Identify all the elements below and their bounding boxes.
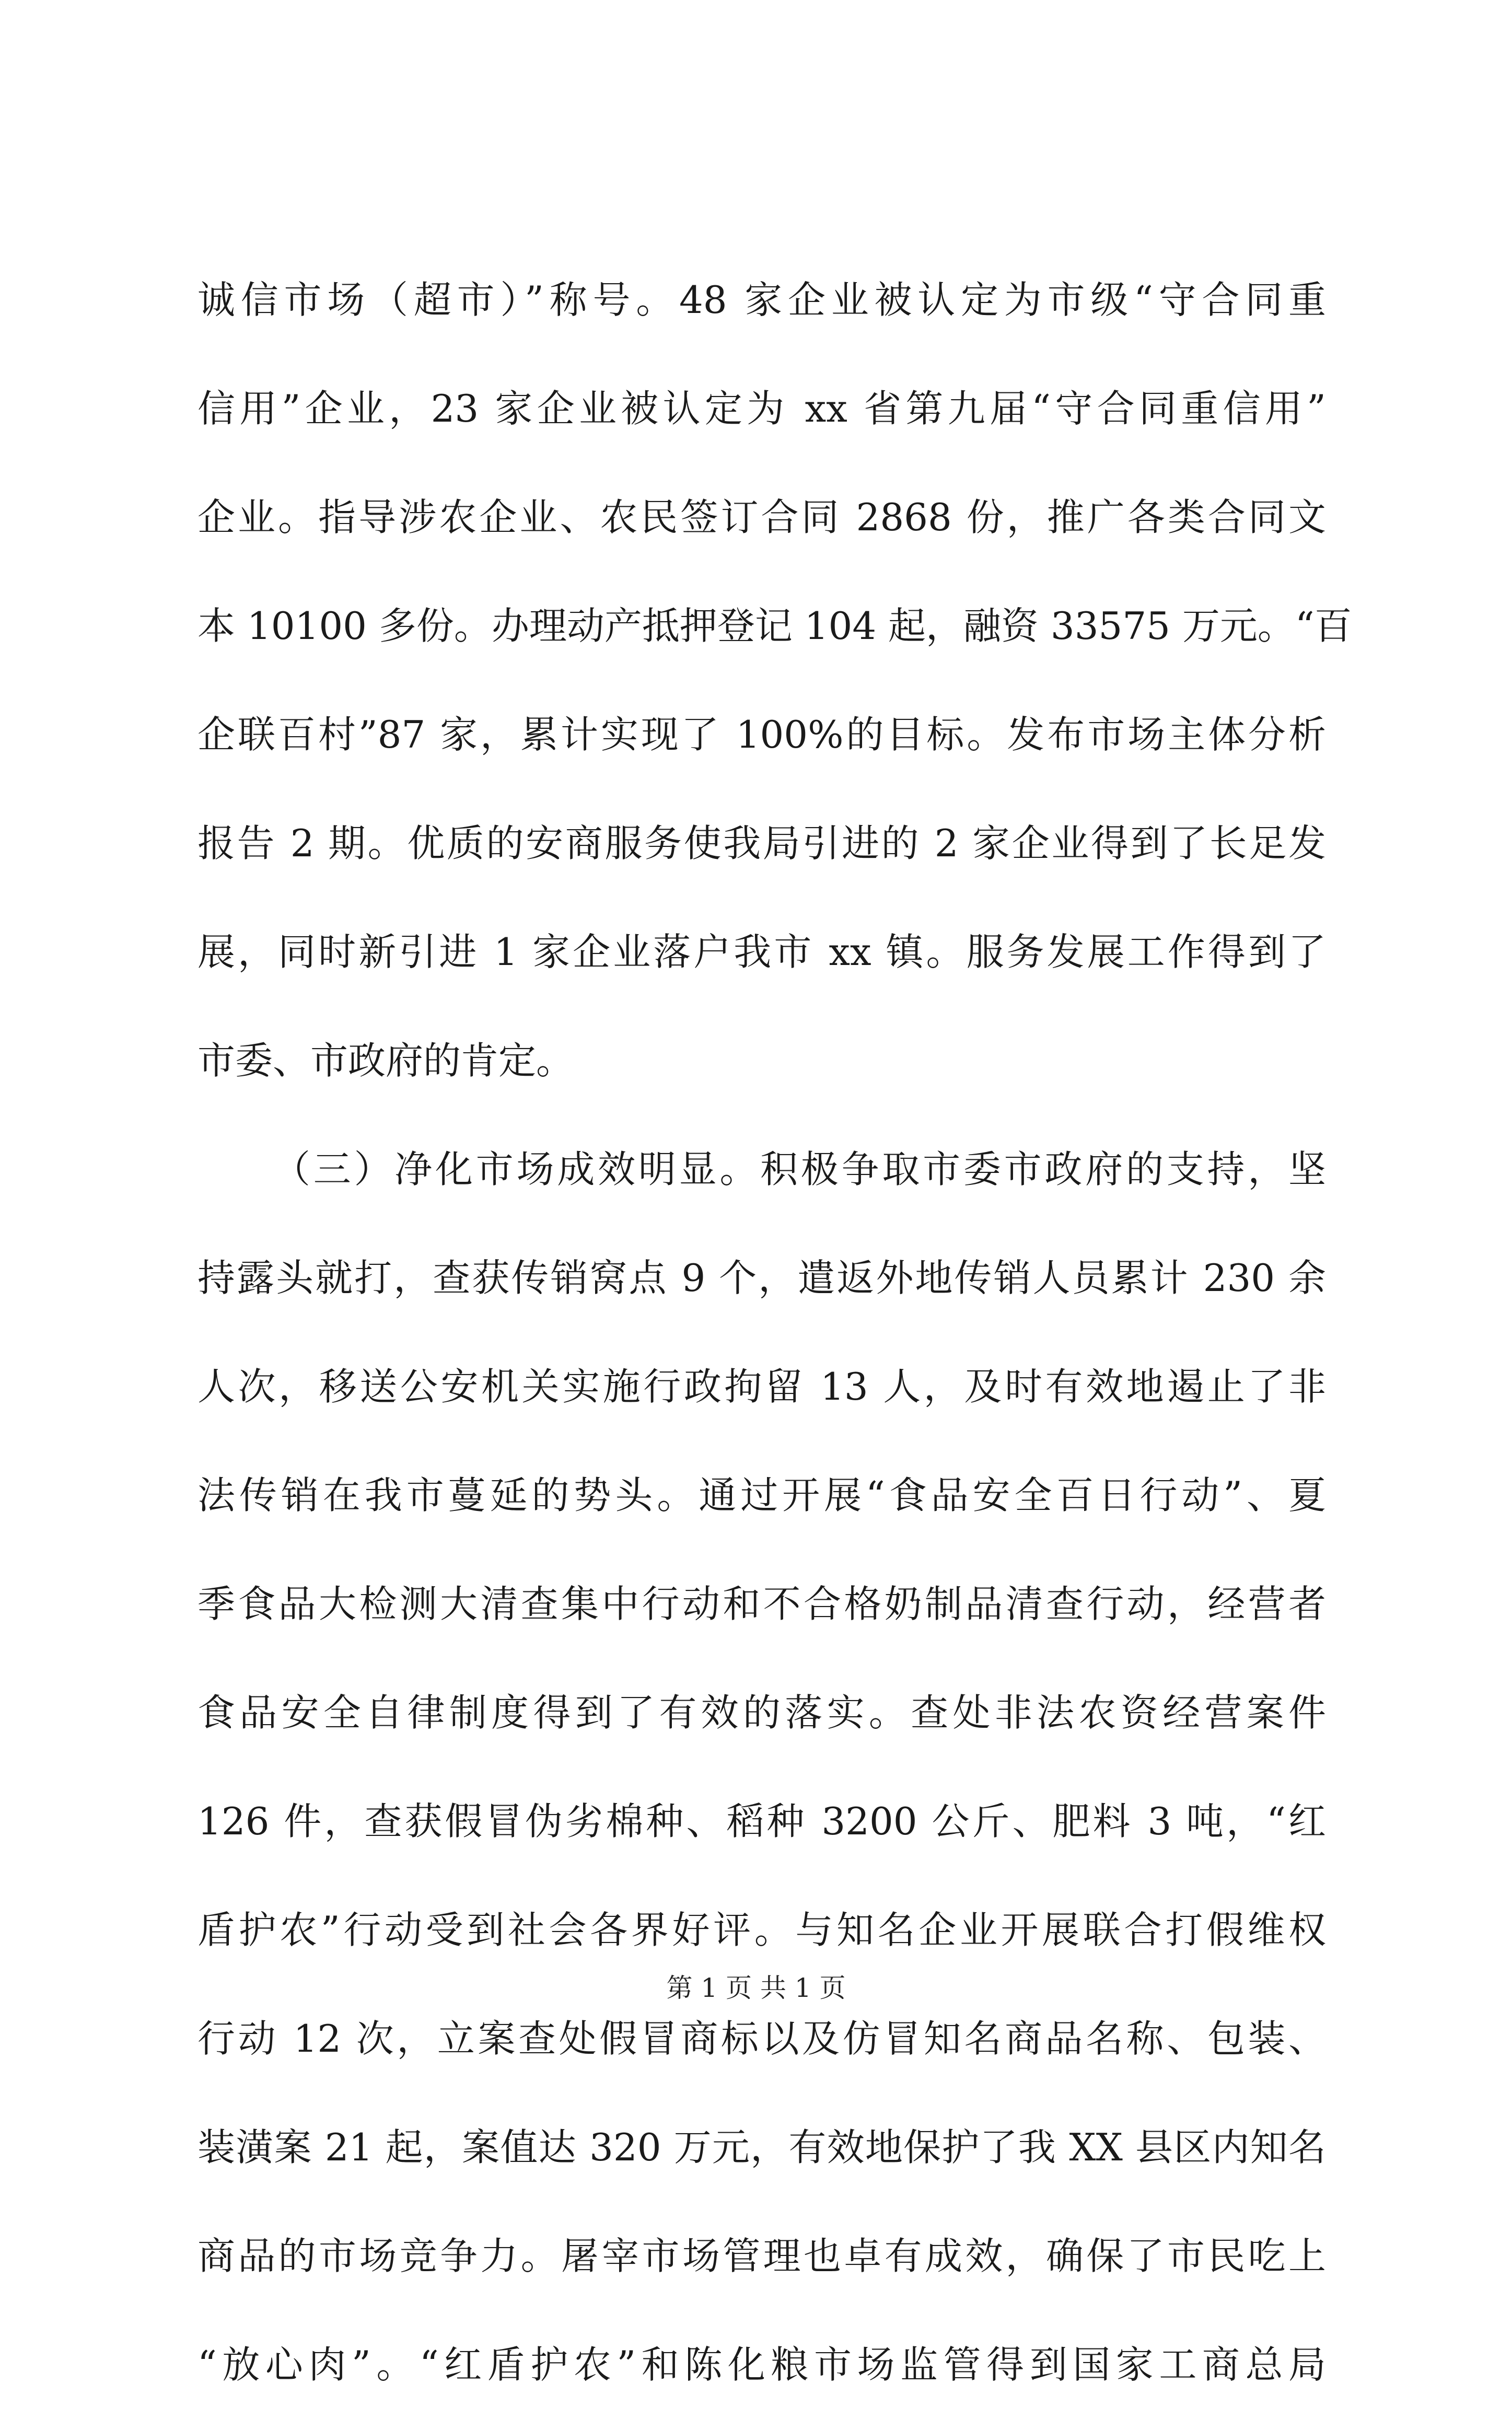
text-line: 企联百村”87 家，累计实现了 100%的目标。发布市场主体分析 <box>197 713 1326 757</box>
text-line: 市委、市政府的肯定。 <box>197 1039 574 1083</box>
text-line: 持露头就打，查获传销窝点 9 个，遣返外地传销人员累计 230 余 <box>197 1256 1326 1300</box>
page-footer <box>0 1970 1512 2006</box>
page-number-label: 第 1 页 共 1 页 <box>666 1973 846 2003</box>
text-line: 季食品大检测大清查集中行动和不合格奶制品清查行动，经营者 <box>197 1582 1326 1626</box>
text-line: 人次，移送公安机关实施行政拘留 13 人，及时有效地遏止了非 <box>197 1365 1326 1409</box>
text-line: “放心肉”。“红盾护农”和陈化粮市场监管得到国家工商总局 <box>197 2343 1326 2387</box>
text-line: 装潢案 21 起，案值达 320 万元，有效地保护了我 XX 县区内知名 <box>197 2125 1326 2169</box>
text-line: 126 件，查获假冒伪劣棉种、稻种 3200 公斤、肥料 3 吨，“红 <box>197 1799 1326 1843</box>
text-line: 信用”企业，23 家企业被认定为 xx 省第九届“守合同重信用” <box>197 387 1326 431</box>
text-line: 食品安全自律制度得到了有效的落实。查处非法农资经营案件 <box>197 1691 1326 1735</box>
section-heading-line: （三）净化市场成效明显。积极争取市委市政府的支持，坚 <box>273 1147 1326 1191</box>
text-line: 企业。指导涉农企业、农民签订合同 2868 份，推广各类合同文 <box>197 495 1326 539</box>
text-line: 法传销在我市蔓延的势头。通过开展“食品安全百日行动”、夏 <box>197 1473 1326 1517</box>
text-line: 诚信市场（超市）”称号。48 家企业被认定为市级“守合同重 <box>197 278 1326 322</box>
text-line: 展，同时新引进 1 家企业落户我市 xx 镇。服务发展工作得到了 <box>197 930 1326 974</box>
body-text <box>197 246 1352 2419</box>
text-line: 本 10100 多份。办理动产抵押登记 104 起，融资 33575 万元。“百 <box>197 604 1352 648</box>
text-line: 盾护农”行动受到社会各界好评。与知名企业开展联合打假维权 <box>197 1908 1326 1952</box>
text-line: 商品的市场竞争力。屠宰市场管理也卓有成效，确保了市民吃上 <box>197 2234 1326 2278</box>
text-line: 行动 12 次，立案查处假冒商标以及仿冒知名商品名称、包装、 <box>197 2017 1326 2061</box>
text-line: 报告 2 期。优质的安商服务使我局引进的 2 家企业得到了长足发 <box>197 821 1326 865</box>
